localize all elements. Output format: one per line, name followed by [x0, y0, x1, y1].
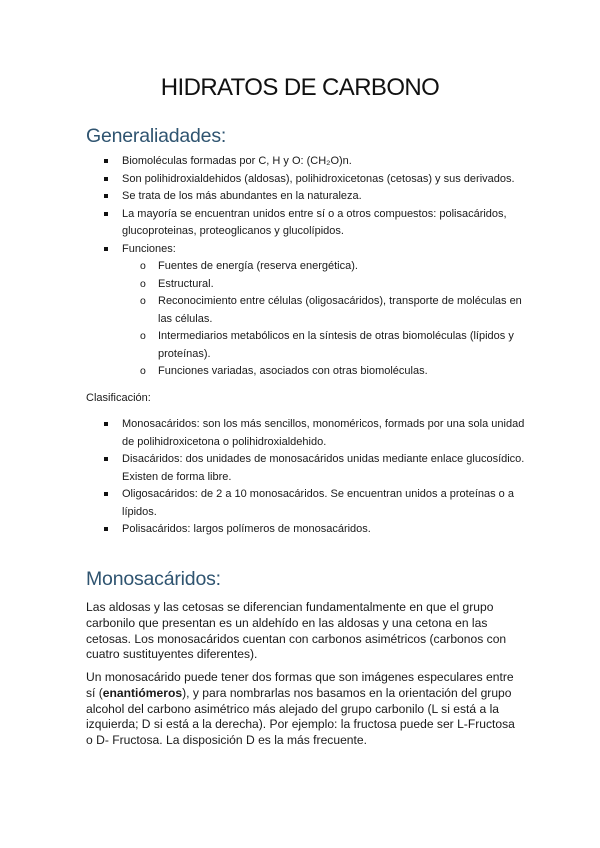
generalidades-list [86, 153, 526, 381]
list-item: Oligosacáridos: de 2 a 10 monosacáridos. Se encuentran unidos a proteínas o a lípidos. [86, 486, 526, 521]
sub-list-item: o Reconocimiento entre células (oligosacáridos), transporte de moléculas en las células. [122, 293, 526, 328]
clasificacion-label: Clasificación: [86, 391, 151, 404]
list-item: Biomoléculas formadas por C, H y O: (CH₂O)n. [86, 153, 526, 171]
monosacaridos-heading: Monosacáridos: [86, 568, 221, 590]
generalidades-heading: Generaliadades: [86, 125, 227, 147]
page-title: HIDRATOS DE CARBONO [160, 74, 440, 101]
list-item: Son polihidroxialdehidos (aldosas), polihidroxicetonas (cetosas) y sus derivados. [86, 171, 526, 189]
monosacaridos-paragraph-2: Un monosacárido puede tener dos formas que son imágenes especulares entre sí (enantiómeros), y para nombrarlas nos basamos en la orientación del grupo alcohol del carbono asimétrico más alejado del grupo carbonilo (L si está a la izquierda; D si está a la derecha). Por ejemplo: la fructosa puede ser L-Fructosa o D- Fructosa. La disposición D es la más frecuente. [86, 670, 515, 748]
list-item: Se trata de los más abundantes en la naturaleza. [86, 188, 526, 206]
sub-list-item: o Estructural. [122, 276, 526, 294]
list-item: Polisacáridos: largos polímeros de monosacáridos. [86, 521, 526, 539]
list-item: Monosacáridos: son los más sencillos, monoméricos, formads por una sola unidad de polihidroxicetona o polihidroxialdehido. [86, 416, 526, 451]
list-item: La mayoría se encuentran unidos entre sí o a otros compuestos: polisacáridos, glucoproteinas, proteoglicanos y glucolípidos. [86, 206, 526, 241]
sub-list-item: o Fuentes de energía (reserva energética). [122, 258, 526, 276]
clasificacion-list [86, 416, 526, 539]
sub-list-item: o Funciones variadas, asociados con otras biomoléculas. [122, 363, 526, 381]
enantiomeros-term: enantiómeros [102, 685, 183, 700]
monosacaridos-paragraph-1: Las aldosas y las cetosas se diferencian fundamentalmente en que el grupo carbonilo que presentan es un aldehído en las aldosas y una cetona en las cetosas. Los monosacáridos cuentan con carbonos asimétricos (carbonos con cuatro sustituyentes diferentes). [86, 600, 507, 662]
sub-list-item: o Intermediarios metabólicos en la síntesis de otras biomoléculas (lípidos y proteínas). [122, 328, 526, 363]
generalidades-section [86, 153, 526, 539]
list-item: Funciones: o Fuentes de energía (reserva energética). o Estructural. o Reconocimiento entre células (oligosacáridos), transporte de moléculas en las células. o Intermediarios metabólicos en la síntesis de otras biomoléculas (lípidos y proteínas). o Funciones variadas, asociados con otras biomoléculas. [86, 241, 526, 381]
funciones-list [122, 258, 526, 381]
list-item: Disacáridos: dos unidades de monosacáridos unidas mediante enlace glucosídico. Existen de forma libre. [86, 451, 526, 486]
